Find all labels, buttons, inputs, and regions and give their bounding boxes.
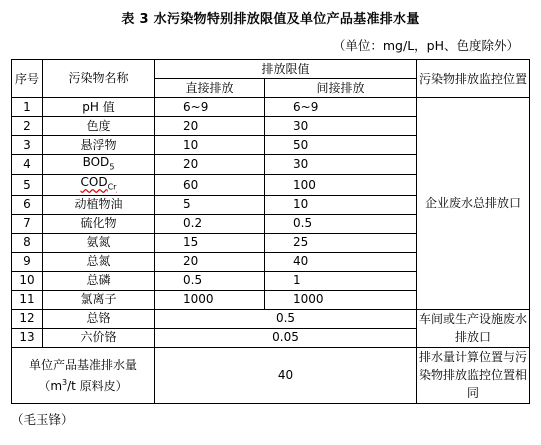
row-no: 6: [12, 195, 43, 214]
row-no: 5: [12, 175, 43, 195]
baseline-unit-sup: 3: [62, 377, 68, 387]
row-no: 4: [12, 155, 43, 175]
row-no: 12: [12, 309, 43, 328]
row-indirect: 0.5: [265, 214, 417, 233]
author-note: （毛玉锋）: [11, 412, 74, 427]
row-no: 8: [12, 233, 43, 252]
row-direct: 60: [155, 175, 265, 195]
row-name: 总磷: [43, 271, 155, 290]
monitor-main: 企业废水总排放口: [417, 98, 530, 310]
row-name-text: BOD: [82, 155, 110, 169]
row-no: 3: [12, 136, 43, 155]
row-direct: 10: [155, 136, 265, 155]
row-direct: 1000: [155, 290, 265, 309]
header-seq: 序号: [12, 60, 43, 98]
row-direct: 0.5: [155, 271, 265, 290]
row-no: 9: [12, 252, 43, 271]
header-name: 污染物名称: [43, 60, 155, 98]
row-indirect: 10: [265, 195, 417, 214]
row-value: 0.05: [155, 328, 417, 347]
baseline-monitor: 排水量计算位置与污染物排放监控位置相同: [417, 347, 530, 403]
header-limit-group: 排放限值: [155, 60, 417, 79]
row-name-subscript: 5: [109, 162, 115, 172]
baseline-unit-prefix: （m: [38, 378, 63, 393]
header-indirect: 间接排放: [265, 79, 417, 98]
row-no: 2: [12, 117, 43, 136]
row-indirect: 100: [265, 175, 417, 195]
header-direct: 直接排放: [155, 79, 265, 98]
row-name: [43, 155, 155, 175]
row-name: 氯离子: [43, 290, 155, 309]
row-no: 1: [12, 98, 43, 117]
row-name: 总铬: [43, 309, 155, 328]
row-name: pH 值: [43, 98, 155, 117]
row-direct: 20: [155, 155, 265, 175]
monitor-chrome: 车间或生产设施废水排放口: [417, 309, 530, 347]
baseline-unit-suffix: /t 原料皮）: [67, 378, 128, 393]
row-name-main: COD: [80, 175, 108, 190]
row-indirect: 50: [265, 136, 417, 155]
row-name: 动植物油: [43, 195, 155, 214]
row-direct: 0.2: [155, 214, 265, 233]
header-monitor: 污染物排放监控位置: [417, 60, 530, 98]
row-name: 硫化物: [43, 214, 155, 233]
row-indirect: 6~9: [265, 98, 417, 117]
baseline-label: 单位产品基准排水量: [28, 357, 137, 372]
row-value: 0.5: [155, 309, 417, 328]
row-indirect: 30: [265, 117, 417, 136]
row-direct: 20: [155, 252, 265, 271]
row-name-text: [80, 175, 117, 192]
unit-note: （单位：mg/L，pH、色度除外）: [332, 38, 519, 53]
row-direct: 5: [155, 195, 265, 214]
row-indirect: 30: [265, 155, 417, 175]
row-name: 六价铬: [43, 328, 155, 347]
row-indirect: 1000: [265, 290, 417, 309]
row-name: [43, 175, 155, 195]
baseline-value: 40: [155, 347, 417, 403]
row-name: 悬浮物: [43, 136, 155, 155]
table-row: [12, 347, 530, 403]
row-indirect: 1: [265, 271, 417, 290]
row-name-subscript: Cr: [107, 182, 117, 192]
row-no: 7: [12, 214, 43, 233]
baseline-unit: [14, 374, 152, 395]
row-no: 11: [12, 290, 43, 309]
row-indirect: 25: [265, 233, 417, 252]
row-direct: 15: [155, 233, 265, 252]
baseline-label-cell: [12, 347, 155, 403]
emission-limits-table: [11, 59, 530, 404]
row-name: 总氮: [43, 252, 155, 271]
row-indirect: 40: [265, 252, 417, 271]
row-direct: 6~9: [155, 98, 265, 117]
table-row: [12, 98, 530, 117]
table-title: 表 3 水污染物特别排放限值及单位产品基准排水量: [121, 12, 420, 27]
table-row: [12, 309, 530, 328]
row-name: 氨氮: [43, 233, 155, 252]
row-name: 色度: [43, 117, 155, 136]
row-no: 13: [12, 328, 43, 347]
row-no: 10: [12, 271, 43, 290]
row-direct: 20: [155, 117, 265, 136]
